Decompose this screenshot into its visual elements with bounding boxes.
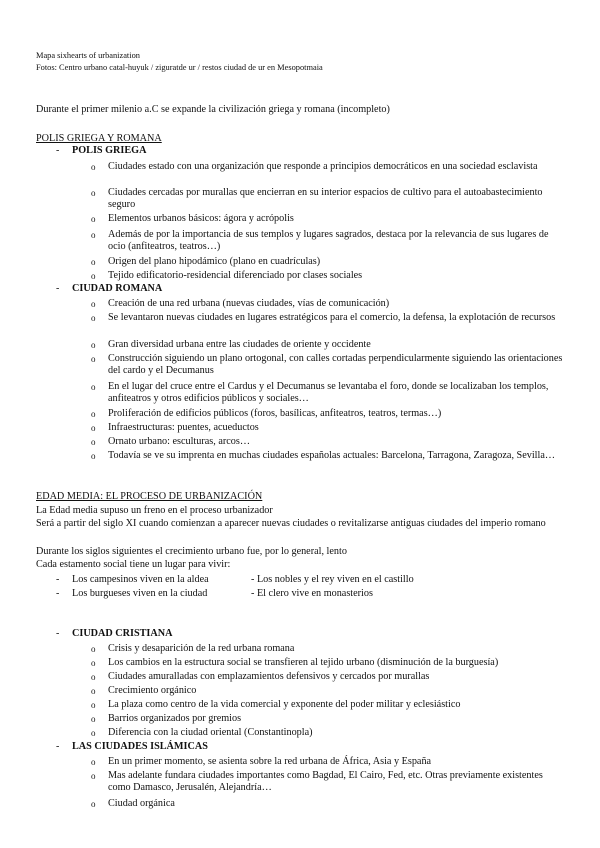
circle-bullet: o xyxy=(91,658,96,668)
circle-bullet: o xyxy=(91,340,96,350)
circle-bullet: o xyxy=(91,299,96,309)
list-item: Crisis y desaparición de la red urbana romana xyxy=(108,643,295,654)
list-item: Todavía se ve su imprenta en muchas ciudades españolas actuales: Barcelona, Tarragona, Zaragoza, Sevilla… xyxy=(108,450,556,461)
header-line-2: Fotos: Centro urbano catal-huyuk / ziguratde ur / restos ciudad de ur en Mesopotmaia xyxy=(36,63,323,72)
medieval-paragraph: La Edad media supuso un freno en el proceso urbanizador xyxy=(36,505,273,516)
estate-left: Los campesinos viven en la aldea xyxy=(72,574,209,585)
circle-bullet: o xyxy=(91,382,96,392)
circle-bullet: o xyxy=(91,771,96,781)
list-item: Infraestructuras: puentes, acueductos xyxy=(108,422,259,433)
list-item: Tejido edificatorio-residencial diferenciado por clases sociales xyxy=(108,270,363,281)
circle-bullet: o xyxy=(91,644,96,654)
circle-bullet: o xyxy=(91,271,96,281)
list-item: Crecimiento orgánico xyxy=(108,685,197,696)
circle-bullet: o xyxy=(91,686,96,696)
dash-bullet: - xyxy=(56,574,60,585)
list-item: Ciudades amuralladas con emplazamientos defensivos y cercados por murallas xyxy=(108,671,430,682)
estate-left: Los burgueses viven en la ciudad xyxy=(72,588,208,599)
circle-bullet: o xyxy=(91,714,96,724)
circle-bullet: o xyxy=(91,757,96,767)
section-heading-medieval: EDAD MEDIA: EL PROCESO DE URBANIZACIÓN xyxy=(36,491,263,502)
subsection-title-islamic: LAS CIUDADES ISLÁMICAS xyxy=(72,741,208,752)
estate-right: - Los nobles y el rey viven en el castillo xyxy=(251,574,414,585)
list-item: Gran diversidad urbana entre las ciudades de oriente y occidente xyxy=(108,339,371,350)
list-item: Diferencia con la ciudad oriental (Constantinopla) xyxy=(108,727,313,738)
header-line-1: Mapa sixhearts of urbanization xyxy=(36,51,140,60)
list-item: Proliferación de edificios públicos (foros, basílicas, anfiteatros, teatros, termas…) xyxy=(108,408,442,419)
subsection-title-roman: CIUDAD ROMANA xyxy=(72,283,163,294)
list-item: Mas adelante fundara ciudades importantes como Bagdad, El Cairo, Fed, etc. Otras previamente existentes como Damasco, Jerusalén, Alejandría… xyxy=(108,770,543,793)
list-item: Los cambios en la estructura social se transfieren al tejido urbano (disminución de la burguesía) xyxy=(108,657,499,668)
circle-bullet: o xyxy=(91,437,96,447)
list-item: Además de por la importancia de sus templos y lugares sagrados, destaca por la relevancia de sus lugares de ocio (anfiteatros, teatros…) xyxy=(108,229,549,252)
circle-bullet: o xyxy=(91,188,96,198)
circle-bullet: o xyxy=(91,409,96,419)
circle-bullet: o xyxy=(91,230,96,240)
list-item: Elementos urbanos básicos: ágora y acrópolis xyxy=(108,213,294,224)
list-item: Barrios organizados por gremios xyxy=(108,713,242,724)
circle-bullet: o xyxy=(91,700,96,710)
circle-bullet: o xyxy=(91,672,96,682)
dash-bullet: - xyxy=(56,283,60,294)
list-item: Origen del plano hipodámico (plano en cuadrículas) xyxy=(108,256,321,267)
list-item: En un primer momento, se asienta sobre la red urbana de África, Asia y España xyxy=(108,756,432,767)
medieval-paragraph: Será a partir del siglo XI cuando comienzan a aparecer nuevas ciudades o revitalizarse antiguas ciudades del imperio romano xyxy=(36,518,546,529)
circle-bullet: o xyxy=(91,257,96,267)
dash-bullet: - xyxy=(56,628,60,639)
circle-bullet: o xyxy=(91,728,96,738)
circle-bullet: o xyxy=(91,423,96,433)
list-item: Construcción siguiendo un plano ortogonal, con calles cortadas perpendicularmente siguiendo las orientaciones del cardo y el Decumanus xyxy=(108,353,563,376)
subsection-title-christian: CIUDAD CRISTIANA xyxy=(72,628,173,639)
list-item: Creación de una red urbana (nuevas ciudades, vías de comunicación) xyxy=(108,298,390,309)
circle-bullet: o xyxy=(91,799,96,809)
list-item: En el lugar del cruce entre el Cardus y el Decumanus se levantaba el foro, donde se localizaban los templos, anfiteatros y otros edificios públicos y sociales… xyxy=(108,381,549,404)
circle-bullet: o xyxy=(91,214,96,224)
circle-bullet: o xyxy=(91,354,96,364)
subsection-title-greek: POLIS GRIEGA xyxy=(72,145,147,156)
estate-right: - El clero vive en monasterios xyxy=(251,588,373,599)
list-item: La plaza como centro de la vida comercial y exponente del poder militar y eclesiástico xyxy=(108,699,461,710)
list-item: Se levantaron nuevas ciudades en lugares estratégicos para el comercio, la defensa, la explotación de recursos xyxy=(108,312,556,323)
dash-bullet: - xyxy=(56,145,60,156)
circle-bullet: o xyxy=(91,451,96,461)
dash-bullet: - xyxy=(56,588,60,599)
intro-paragraph: Durante el primer milenio a.C se expande la civilización griega y romana (incompleto) xyxy=(36,104,390,115)
section-heading-polis: POLIS GRIEGA Y ROMANA xyxy=(36,133,162,144)
medieval-paragraph: Durante los siglos siguientes el crecimiento urbano fue, por lo general, lento xyxy=(36,546,347,557)
medieval-paragraph: Cada estamento social tiene un lugar para vivir: xyxy=(36,559,231,570)
list-item: Ciudades cercadas por murallas que encierran en su interior espacios de cultivo para el autoabastecimiento seguro xyxy=(108,187,543,210)
dash-bullet: - xyxy=(56,741,60,752)
list-item: Ciudad orgánica xyxy=(108,798,175,809)
circle-bullet: o xyxy=(91,162,96,172)
list-item: Ciudades estado con una organización que responde a principios democráticos en una sociedad esclavista xyxy=(108,161,538,172)
circle-bullet: o xyxy=(91,313,96,323)
list-item: Ornato urbano: esculturas, arcos… xyxy=(108,436,251,447)
